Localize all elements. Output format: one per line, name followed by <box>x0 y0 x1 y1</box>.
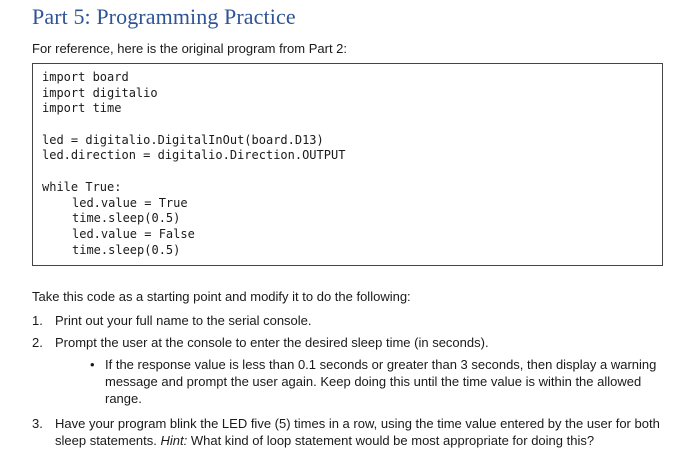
code-line: led = digitalio.DigitalInOut(board.D13) <box>42 132 324 147</box>
list-item-text: Print out your full name to the serial console. <box>55 313 312 328</box>
list-item-text <box>55 415 675 449</box>
list-item-text: Prompt the user at the console to enter the desired sleep time (in seconds). <box>55 335 489 350</box>
bullet-icon: • <box>90 357 95 372</box>
list-item-text-part: Have your program blink the LED five (5) times in a row, using the time value entered by the user for both sleep statements. <box>55 416 660 448</box>
code-block <box>32 63 663 266</box>
section-heading: Part 5: Programming Practice <box>32 4 296 29</box>
code-line: led.value = True <box>72 195 188 210</box>
code-line: led.direction = digitalio.Direction.OUTPUT <box>42 148 346 163</box>
task-intro-text: Take this code as a starting point and modify it to do the following: <box>32 289 411 304</box>
code-line: led.value = False <box>72 226 195 241</box>
code-line: while True: <box>42 179 122 194</box>
code-line: import board <box>42 70 129 84</box>
sub-list-item-text: If the response value is less than 0.1 seconds or greater than 3 seconds, then display a warning message and prompt the user again. Keep doing this until the time value is within the allowed range. <box>105 357 657 406</box>
code-line: import time <box>42 101 122 116</box>
code-line <box>42 117 662 133</box>
list-item-number: 1. <box>32 313 43 328</box>
code-line: time.sleep(0.5) <box>72 242 181 257</box>
code-line: import digitalio <box>42 85 158 100</box>
list-item-number: 3. <box>32 416 43 431</box>
intro-text: For reference, here is the original program from Part 2: <box>32 41 348 56</box>
list-item-text-part: What kind of loop statement would be most appropriate for doing this? <box>187 433 595 448</box>
list-item-number: 2. <box>32 335 43 350</box>
hint-label: Hint: <box>160 433 188 448</box>
code-line <box>42 164 662 180</box>
code-line: time.sleep(0.5) <box>72 211 181 226</box>
